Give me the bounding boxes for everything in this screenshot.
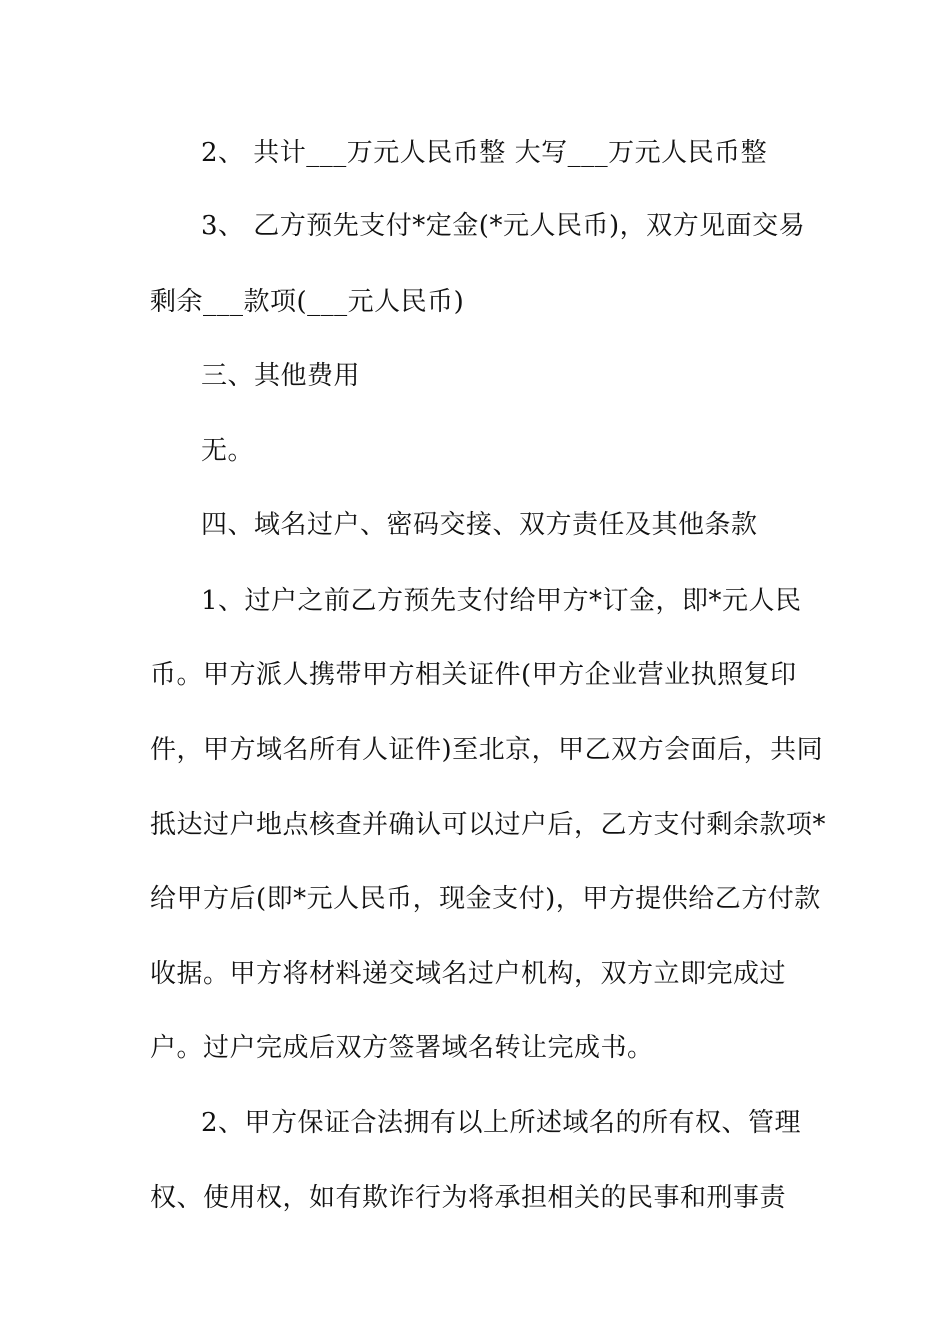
section-heading-other-fees: 三、其他费用 [201,361,361,391]
clause-1-line-3: 件，甲方域名所有人证件)至北京，甲乙双方会面后，共同 [150,735,824,765]
clause-1-line-7: 户。过户完成后双方签署域名转让完成书。 [150,1033,654,1063]
clause-2-line-1: 2、甲方保证合法拥有以上所述域名的所有权、管理 [201,1108,802,1138]
clause-1-line-1: 1、过户之前乙方预先支付给甲方*订金，即*元人民 [201,586,802,616]
clause-1-line-4: 抵达过户地点核查并确认可以过户后，乙方支付剩余款项* [150,810,827,840]
clause-1-line-5: 给甲方后(即*元人民币，现金支付)，甲方提供给乙方付款 [150,884,821,914]
clause-2-line-2: 权、使用权，如有欺诈行为将承担相关的民事和刑事责 [150,1183,787,1213]
clause-3-deposit: 3、 乙方预先支付*定金(*元人民币)，双方见面交易 [201,211,806,241]
clause-1-line-2: 币。甲方派人携带甲方相关证件(甲方企业营业执照复印 [150,660,797,690]
section-heading-transfer-terms: 四、域名过户、密码交接、双方责任及其他条款 [201,510,758,540]
clause-3-remaining: 剩余___款项(___元人民币) [150,287,465,317]
clause-1-line-6: 收据。甲方将材料递交域名过户机构，双方立即完成过 [150,959,787,989]
clause-2-total-amount: 2、 共计___万元人民币整 大写___万元人民币整 [201,138,768,168]
paragraph-none: 无。 [201,436,255,466]
